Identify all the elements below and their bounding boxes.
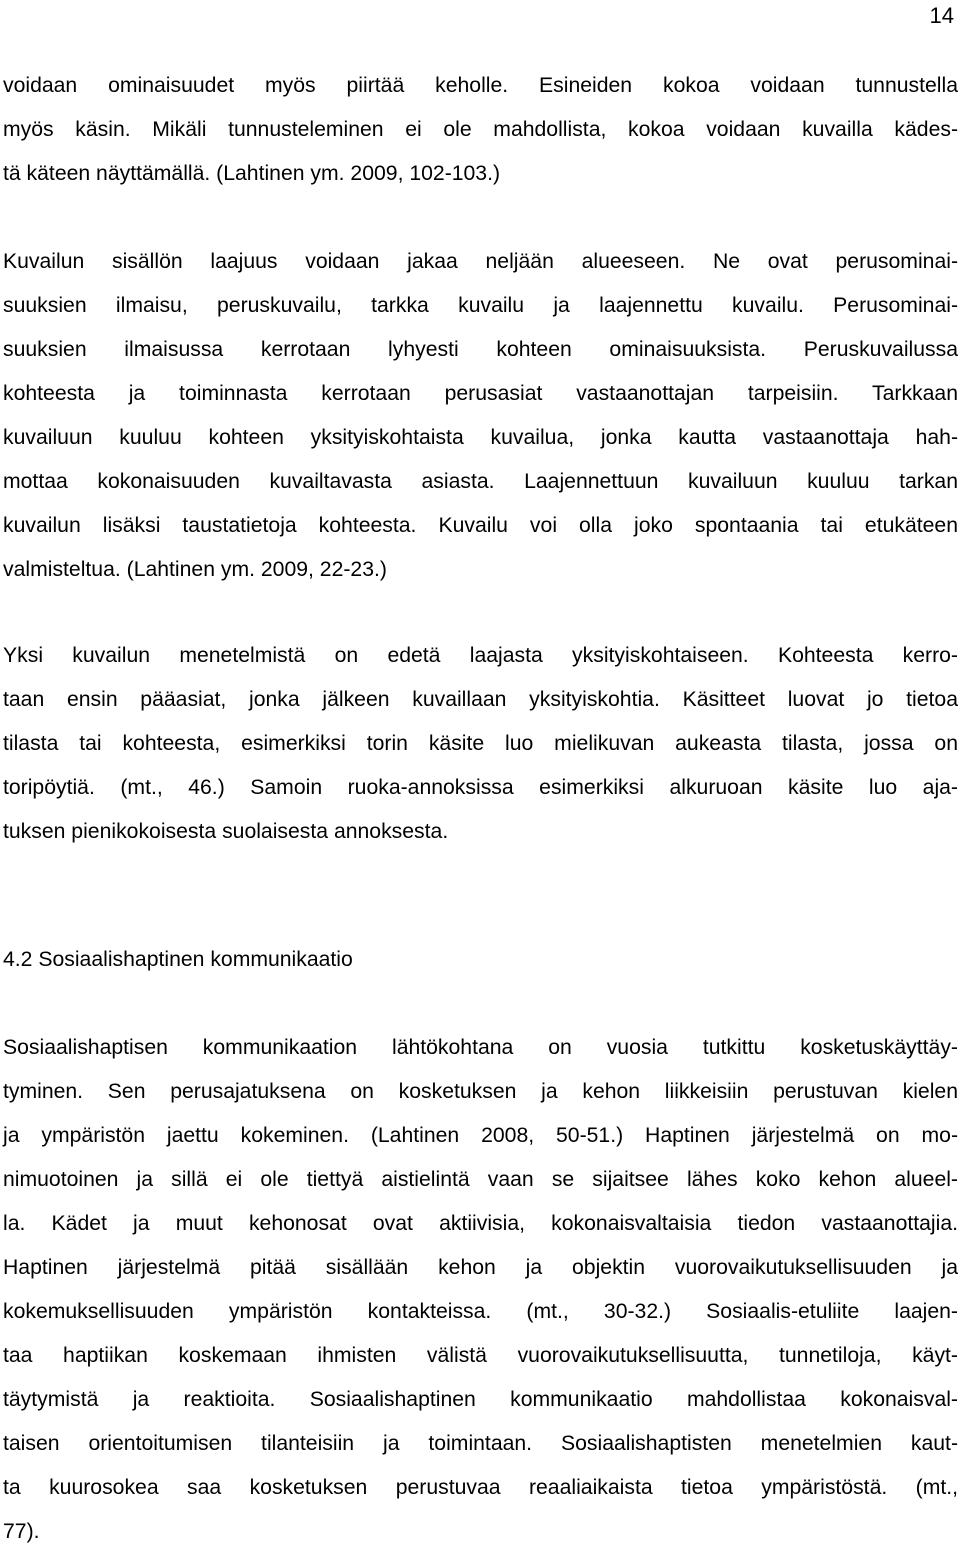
section-heading: 4.2 Sosiaalishaptinen kommunikaatio — [3, 948, 353, 971]
text-line: suuksien ilmaisussa kerrotaan lyhyesti kohteen ominaisuuksista. Peruskuvailussa — [3, 338, 958, 361]
text-line: Yksi kuvailun menetelmistä on edetä laajasta yksityiskohtaiseen. Kohteesta kerro- — [3, 644, 958, 667]
text-line: tyminen. Sen perusajatuksena on kosketuksen ja kehon liikkeisiin perustuvan kielen — [3, 1080, 958, 1103]
paragraph-3 — [3, 634, 958, 854]
paragraph-2 — [3, 240, 958, 592]
text-line: kokemuksellisuuden ympäristön kontakteissa. (mt., 30-32.) Sosiaalis-etuliite laajen- — [3, 1300, 958, 1323]
text-line: Kuvailun sisällön laajuus voidaan jakaa neljään alueeseen. Ne ovat perusominai- — [3, 250, 958, 273]
text-line: Haptinen järjestelmä pitää sisällään kehon ja objektin vuorovaikutuksellisuuden ja — [3, 1256, 958, 1279]
text-line: kuvailun lisäksi taustatietoja kohteesta. Kuvailu voi olla joko spontaania tai etukäteen — [3, 514, 958, 537]
page-number: 14 — [929, 3, 954, 28]
text-line: la. Kädet ja muut kehonosat ovat aktiivisia, kokonaisvaltaisia tiedon vastaanottajia. — [3, 1212, 958, 1235]
text-line: 77). — [3, 1520, 40, 1543]
paragraph-4 — [3, 1026, 958, 1554]
paragraph-1 — [3, 64, 958, 196]
text-line: taan ensin pääasiat, jonka jälkeen kuvaillaan yksityiskohtia. Käsitteet luovat jo tietoa — [3, 688, 958, 711]
text-line: ta kuurosokea saa kosketuksen perustuvaa reaaliaikaista tietoa ympäristöstä. (mt., — [3, 1476, 958, 1499]
text-line: voidaan ominaisuudet myös piirtää keholle. Esineiden kokoa voidaan tunnustella — [3, 74, 958, 97]
text-line: myös käsin. Mikäli tunnusteleminen ei ole mahdollista, kokoa voidaan kuvailla kädes- — [3, 118, 958, 141]
text-line: toripöytiä. (mt., 46.) Samoin ruoka-annoksissa esimerkiksi alkuruoan käsite luo aja- — [3, 776, 958, 799]
text-line: täytymistä ja reaktioita. Sosiaalishaptinen kommunikaatio mahdollistaa kokonaisval- — [3, 1388, 958, 1411]
text-line: kohteesta ja toiminnasta kerrotaan perusasiat vastaanottajan tarpeisiin. Tarkkaan — [3, 382, 958, 405]
text-line: nimuotoinen ja sillä ei ole tiettyä aistielintä vaan se sijaitsee lähes koko kehon alueel- — [3, 1168, 958, 1191]
text-line: ja ympäristön jaettu kokeminen. (Lahtinen 2008, 50-51.) Haptinen järjestelmä on mo- — [3, 1124, 958, 1147]
text-line: taisen orientoitumisen tilanteisiin ja toimintaan. Sosiaalishaptisten menetelmien kaut- — [3, 1432, 958, 1455]
text-line: taa haptiikan koskemaan ihmisten välistä vuorovaikutuksellisuutta, tunnetiloja, käyt- — [3, 1344, 958, 1367]
text-line: tuksen pienikokoisesta suolaisesta annoksesta. — [3, 820, 449, 843]
text-line: suuksien ilmaisu, peruskuvailu, tarkka kuvailu ja laajennettu kuvailu. Perusominai- — [3, 294, 958, 317]
text-line: tilasta tai kohteesta, esimerkiksi torin käsite luo mielikuvan aukeasta tilasta, jossa on — [3, 732, 958, 755]
text-line: Sosiaalishaptisen kommunikaation lähtökohtana on vuosia tutkittu kosketuskäyttäy- — [3, 1036, 958, 1059]
text-line: kuvailuun kuuluu kohteen yksityiskohtaista kuvailua, jonka kautta vastaanottaja hah- — [3, 426, 958, 449]
text-line: valmisteltua. (Lahtinen ym. 2009, 22-23.) — [3, 558, 387, 581]
text-line: tä käteen näyttämällä. (Lahtinen ym. 2009, 102-103.) — [3, 162, 501, 185]
text-line: mottaa kokonaisuuden kuvailtavasta asiasta. Laajennettuun kuvailuun kuuluu tarkan — [3, 470, 958, 493]
